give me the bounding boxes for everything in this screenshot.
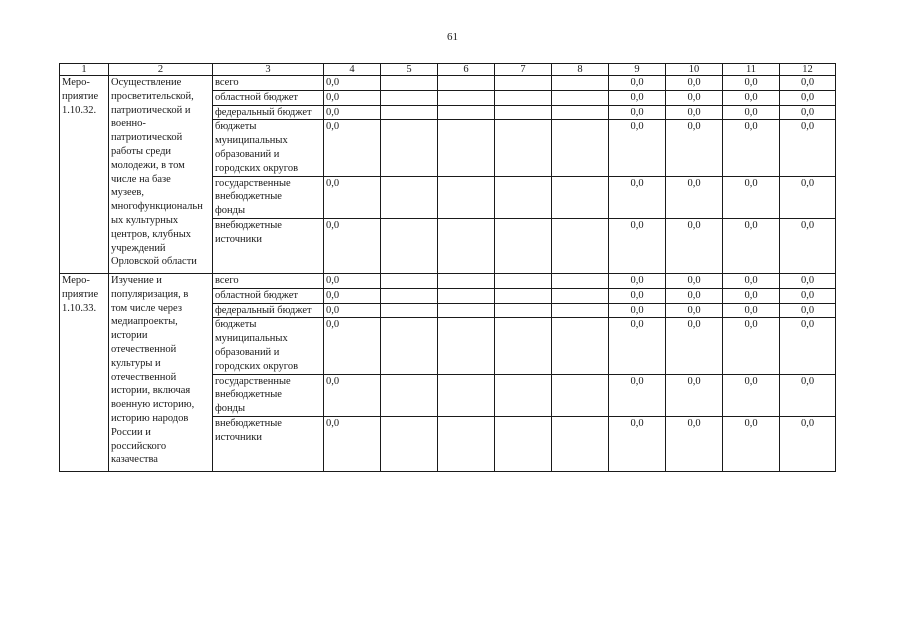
value-cell	[381, 288, 438, 303]
value-cell: 0,0	[723, 374, 780, 416]
value-cell: 0,0	[666, 76, 723, 91]
column-header: 1	[60, 64, 109, 76]
value-cell	[438, 273, 495, 288]
value-cell	[381, 273, 438, 288]
funding-table	[59, 63, 836, 472]
measure-number-cell	[60, 76, 109, 274]
funding-source-line: внебюджетные	[215, 219, 282, 231]
value-cell	[495, 374, 552, 416]
column-header: 4	[324, 64, 381, 76]
value-cell	[438, 318, 495, 374]
measure-name-line: молодежи, в том	[111, 159, 185, 171]
measure-name-line: многофункциональн	[111, 201, 203, 213]
measure-number-line: 1.10.33.	[62, 302, 97, 314]
value-cell	[495, 76, 552, 91]
value-cell: 0,0	[666, 120, 723, 176]
value-cell	[495, 105, 552, 120]
measure-name-line: работы среди	[111, 145, 172, 157]
value-cell: 0,0	[666, 416, 723, 471]
value-cell	[381, 120, 438, 176]
column-header: 9	[609, 64, 666, 76]
measure-number-line: 1.10.32.	[62, 104, 97, 116]
value-cell	[381, 303, 438, 318]
value-cell: 0,0	[324, 90, 381, 105]
value-cell: 0,0	[666, 273, 723, 288]
value-cell: 0,0	[723, 303, 780, 318]
value-cell: 0,0	[723, 318, 780, 374]
measure-name-line: военно-	[111, 118, 146, 130]
measure-name-line: казачества	[111, 454, 158, 466]
value-cell: 0,0	[666, 303, 723, 318]
value-cell: 0,0	[780, 416, 836, 471]
measure-name-line: Осуществление	[111, 77, 182, 88]
value-cell: 0,0	[609, 90, 666, 105]
value-cell	[438, 176, 495, 218]
value-cell	[381, 176, 438, 218]
value-cell	[552, 288, 609, 303]
value-cell	[438, 105, 495, 120]
funding-source-cell	[213, 273, 324, 288]
measure-name-line: числе на базе	[111, 173, 171, 185]
value-cell: 0,0	[723, 416, 780, 471]
value-cell: 0,0	[324, 105, 381, 120]
value-cell: 0,0	[666, 105, 723, 120]
funding-source-line: внебюджетные	[215, 191, 282, 203]
measure-name-line: истории, включая	[111, 385, 191, 397]
value-cell: 0,0	[324, 176, 381, 218]
value-cell: 0,0	[666, 90, 723, 105]
value-cell: 0,0	[609, 273, 666, 288]
value-cell: 0,0	[780, 288, 836, 303]
value-cell: 0,0	[324, 416, 381, 471]
value-cell: 0,0	[780, 303, 836, 318]
measure-name-line: истории	[111, 330, 148, 342]
value-cell	[381, 318, 438, 374]
table-row	[60, 273, 836, 288]
value-cell: 0,0	[324, 120, 381, 176]
value-cell	[552, 105, 609, 120]
header-row	[60, 64, 836, 76]
value-cell: 0,0	[723, 90, 780, 105]
value-cell	[552, 90, 609, 105]
funding-source-line: муниципальных	[215, 333, 288, 345]
value-cell	[495, 318, 552, 374]
value-cell: 0,0	[666, 218, 723, 273]
value-cell: 0,0	[780, 176, 836, 218]
funding-source-cell	[213, 303, 324, 318]
funding-source-line: областной бюджет	[215, 91, 298, 103]
funding-source-line: фонды	[215, 403, 246, 415]
value-cell	[552, 416, 609, 471]
funding-source-line: внебюджетные	[215, 417, 282, 429]
value-cell	[381, 218, 438, 273]
value-cell: 0,0	[324, 218, 381, 273]
value-cell: 0,0	[666, 374, 723, 416]
table-row	[60, 76, 836, 91]
measure-name-line: Орловской области	[111, 256, 197, 268]
funding-source-cell	[213, 120, 324, 176]
measure-name-line: том числе через	[111, 302, 182, 314]
measure-name-line: патриотической	[111, 132, 183, 144]
column-header: 3	[213, 64, 324, 76]
value-cell: 0,0	[609, 105, 666, 120]
value-cell	[552, 176, 609, 218]
funding-source-line: городских округов	[215, 360, 299, 372]
measure-number-line: Меро-	[62, 274, 90, 286]
measure-name-line: историю народов	[111, 412, 189, 424]
value-cell: 0,0	[666, 318, 723, 374]
funding-source-cell	[213, 218, 324, 273]
funding-source-line: источники	[215, 431, 262, 443]
value-cell: 0,0	[723, 176, 780, 218]
measure-name-line: музеев,	[111, 187, 144, 199]
value-cell: 0,0	[609, 176, 666, 218]
value-cell: 0,0	[780, 76, 836, 91]
column-header: 11	[723, 64, 780, 76]
value-cell: 0,0	[780, 90, 836, 105]
value-cell	[381, 90, 438, 105]
funding-source-line: внебюджетные	[215, 389, 282, 401]
measure-name-line: отечественной	[111, 371, 177, 383]
value-cell	[495, 273, 552, 288]
value-cell	[495, 90, 552, 105]
measure-number-cell	[60, 273, 109, 471]
funding-source-line: государственные	[215, 177, 291, 189]
value-cell	[552, 273, 609, 288]
value-cell	[438, 120, 495, 176]
funding-source-cell	[213, 374, 324, 416]
funding-source-line: источники	[215, 233, 262, 245]
value-cell: 0,0	[780, 218, 836, 273]
measure-name-line: военную историю,	[111, 399, 195, 411]
funding-source-cell	[213, 176, 324, 218]
column-header: 5	[381, 64, 438, 76]
measure-name-line: учреждений	[111, 242, 166, 254]
value-cell	[381, 76, 438, 91]
value-cell	[438, 303, 495, 318]
value-cell: 0,0	[723, 288, 780, 303]
value-cell	[552, 120, 609, 176]
value-cell	[552, 303, 609, 318]
measure-name-line: центров, клубных	[111, 228, 192, 240]
value-cell	[438, 416, 495, 471]
value-cell: 0,0	[723, 105, 780, 120]
value-cell: 0,0	[609, 318, 666, 374]
value-cell	[495, 218, 552, 273]
value-cell: 0,0	[723, 218, 780, 273]
value-cell: 0,0	[723, 273, 780, 288]
value-cell: 0,0	[723, 120, 780, 176]
value-cell	[495, 120, 552, 176]
funding-source-line: фонды	[215, 205, 246, 217]
funding-source-line: бюджеты	[215, 319, 257, 331]
value-cell	[552, 218, 609, 273]
column-header: 7	[495, 64, 552, 76]
funding-source-line: государственные	[215, 375, 291, 387]
measure-name-line: культуры и	[111, 357, 161, 369]
funding-source-cell	[213, 288, 324, 303]
value-cell: 0,0	[324, 318, 381, 374]
value-cell: 0,0	[666, 176, 723, 218]
value-cell	[495, 303, 552, 318]
funding-source-line: городских округов	[215, 162, 299, 174]
measure-name-line: ых культурных	[111, 214, 179, 226]
value-cell: 0,0	[723, 76, 780, 91]
measure-name-cell	[109, 76, 213, 274]
column-header: 12	[780, 64, 836, 76]
funding-source-line: областной бюджет	[215, 289, 298, 301]
measure-number-line: приятие	[62, 288, 99, 300]
funding-source-cell	[213, 318, 324, 374]
table-body	[60, 64, 836, 472]
measure-number-line: приятие	[62, 90, 99, 102]
funding-source-line: бюджеты	[215, 121, 257, 133]
measure-name-line: Изучение и	[111, 274, 162, 286]
value-cell	[438, 90, 495, 105]
value-cell	[381, 374, 438, 416]
value-cell	[438, 218, 495, 273]
value-cell: 0,0	[780, 374, 836, 416]
value-cell: 0,0	[609, 416, 666, 471]
funding-source-cell	[213, 105, 324, 120]
funding-source-cell	[213, 90, 324, 105]
funding-source-line: всего	[215, 274, 239, 286]
value-cell: 0,0	[324, 374, 381, 416]
value-cell	[495, 288, 552, 303]
column-header: 10	[666, 64, 723, 76]
measure-name-line: отечественной	[111, 343, 177, 355]
value-cell	[552, 76, 609, 91]
measure-name-line: медиапроекты,	[111, 316, 178, 328]
value-cell: 0,0	[609, 76, 666, 91]
value-cell: 0,0	[666, 288, 723, 303]
funding-source-line: образований и	[215, 346, 280, 358]
value-cell	[438, 374, 495, 416]
funding-source-line: муниципальных	[215, 135, 288, 147]
measure-name-line: России и	[111, 426, 151, 438]
measure-name-cell	[109, 273, 213, 471]
column-header: 8	[552, 64, 609, 76]
column-header: 6	[438, 64, 495, 76]
value-cell	[381, 105, 438, 120]
value-cell: 0,0	[609, 120, 666, 176]
measure-name-line: популяризация, в	[111, 288, 189, 300]
measure-name-line: просветительской,	[111, 90, 194, 102]
value-cell: 0,0	[324, 303, 381, 318]
funding-source-line: всего	[215, 77, 239, 88]
value-cell	[495, 176, 552, 218]
value-cell: 0,0	[609, 303, 666, 318]
value-cell	[495, 416, 552, 471]
value-cell	[552, 318, 609, 374]
value-cell: 0,0	[780, 105, 836, 120]
measure-name-line: российского	[111, 440, 167, 452]
column-header: 2	[109, 64, 213, 76]
value-cell	[438, 288, 495, 303]
value-cell: 0,0	[609, 218, 666, 273]
funding-source-cell	[213, 416, 324, 471]
value-cell: 0,0	[609, 288, 666, 303]
value-cell	[438, 76, 495, 91]
funding-source-line: федеральный бюджет	[215, 304, 312, 316]
funding-source-line: федеральный бюджет	[215, 106, 312, 118]
value-cell: 0,0	[324, 273, 381, 288]
page-number: 61	[447, 31, 458, 43]
value-cell: 0,0	[780, 318, 836, 374]
value-cell: 0,0	[780, 120, 836, 176]
measure-number-line: Меро-	[62, 77, 90, 88]
value-cell: 0,0	[609, 374, 666, 416]
value-cell	[552, 374, 609, 416]
funding-source-line: образований и	[215, 148, 280, 160]
measure-name-line: патриотической и	[111, 104, 191, 116]
value-cell: 0,0	[780, 273, 836, 288]
funding-source-cell	[213, 76, 324, 91]
value-cell: 0,0	[324, 76, 381, 91]
value-cell: 0,0	[324, 288, 381, 303]
value-cell	[381, 416, 438, 471]
